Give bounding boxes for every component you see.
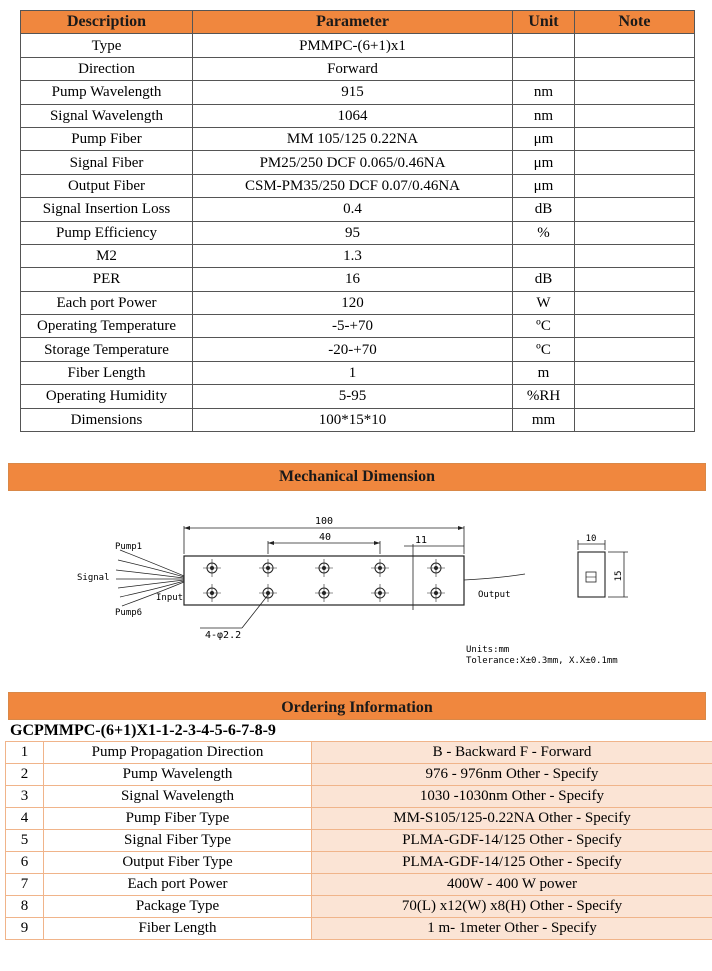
spec-description-cell: Type bbox=[21, 34, 193, 57]
spec-unit-cell: dB bbox=[513, 198, 575, 221]
spec-row bbox=[21, 408, 695, 431]
spec-header-row bbox=[21, 11, 695, 34]
spec-row bbox=[21, 57, 695, 80]
spec-row bbox=[21, 34, 695, 57]
spec-description-cell: PER bbox=[21, 268, 193, 291]
spec-row bbox=[21, 127, 695, 150]
spec-description-cell: Operating Temperature bbox=[21, 315, 193, 338]
mechanical-dimension-header: Mechanical Dimension bbox=[8, 463, 706, 491]
spec-unit-cell: μm bbox=[513, 151, 575, 174]
spec-description-cell: Operating Humidity bbox=[21, 385, 193, 408]
ordering-number-cell: 1 bbox=[6, 742, 44, 764]
spec-parameter-cell: PM25/250 DCF 0.065/0.46NA bbox=[193, 151, 513, 174]
dim-100-arrow-left bbox=[184, 526, 190, 530]
header-unit: Unit bbox=[513, 11, 575, 34]
spec-note-cell bbox=[575, 34, 695, 57]
spec-row bbox=[21, 244, 695, 267]
mounting-holes bbox=[203, 559, 445, 602]
spec-unit-cell bbox=[513, 244, 575, 267]
ordering-information-header: Ordering Information bbox=[8, 692, 706, 720]
output-label: Output bbox=[478, 590, 511, 600]
mounting-hole bbox=[315, 584, 333, 602]
spec-unit-cell bbox=[513, 57, 575, 80]
spec-parameter-cell: -5-+70 bbox=[193, 315, 513, 338]
mounting-hole bbox=[203, 584, 221, 602]
spec-note-cell bbox=[575, 244, 695, 267]
spec-note-cell bbox=[575, 291, 695, 314]
mounting-hole bbox=[427, 559, 445, 577]
ordering-name-cell: Signal Wavelength bbox=[44, 786, 312, 808]
spec-table bbox=[20, 10, 695, 432]
ordering-name-cell: Output Fiber Type bbox=[44, 852, 312, 874]
spec-note-cell bbox=[575, 151, 695, 174]
spec-parameter-cell: 915 bbox=[193, 81, 513, 104]
spec-description-cell: Signal Insertion Loss bbox=[21, 198, 193, 221]
ordering-row bbox=[6, 764, 712, 786]
spec-parameter-cell: MM 105/125 0.22NA bbox=[193, 127, 513, 150]
ordering-name-cell: Pump Fiber Type bbox=[44, 808, 312, 830]
ordering-name-cell: Fiber Length bbox=[44, 918, 312, 940]
hole-leader bbox=[242, 595, 268, 628]
ordering-row bbox=[6, 786, 712, 808]
ordering-number-cell: 7 bbox=[6, 874, 44, 896]
spec-note-cell bbox=[575, 198, 695, 221]
spec-row bbox=[21, 174, 695, 197]
mounting-hole bbox=[203, 559, 221, 577]
model-code: GCPMMPC-(6+1)X1-1-2-3-4-5-6-7-8-9 bbox=[10, 722, 276, 739]
spec-description-cell: Pump Fiber bbox=[21, 127, 193, 150]
spec-row bbox=[21, 104, 695, 127]
units-note: Units:mm bbox=[466, 645, 510, 655]
ordering-row bbox=[6, 808, 712, 830]
ordering-number-cell: 8 bbox=[6, 896, 44, 918]
spec-note-cell bbox=[575, 338, 695, 361]
spec-description-cell: Signal Wavelength bbox=[21, 104, 193, 127]
spec-unit-cell: μm bbox=[513, 174, 575, 197]
spec-unit-cell bbox=[513, 34, 575, 57]
ordering-value-cell: 976 - 976nm Other - Specify bbox=[312, 764, 712, 786]
ordering-row bbox=[6, 896, 712, 918]
spec-parameter-cell: Forward bbox=[193, 57, 513, 80]
spec-row bbox=[21, 81, 695, 104]
spec-parameter-cell: CSM-PM35/250 DCF 0.07/0.46NA bbox=[193, 174, 513, 197]
spec-unit-cell: ºC bbox=[513, 338, 575, 361]
spec-note-cell bbox=[575, 385, 695, 408]
spec-description-cell: Signal Fiber bbox=[21, 151, 193, 174]
spec-note-cell bbox=[575, 221, 695, 244]
mounting-hole bbox=[259, 559, 277, 577]
spec-description-cell: Dimensions bbox=[21, 408, 193, 431]
spec-parameter-cell: 120 bbox=[193, 291, 513, 314]
dim-100-arrow-right bbox=[458, 526, 464, 530]
spec-note-cell bbox=[575, 174, 695, 197]
spec-parameter-cell: 1064 bbox=[193, 104, 513, 127]
ordering-row bbox=[6, 830, 712, 852]
hole-label: 4-φ2.2 bbox=[205, 630, 242, 641]
ordering-name-cell: Package Type bbox=[44, 896, 312, 918]
mounting-hole bbox=[371, 559, 389, 577]
spec-parameter-cell: -20-+70 bbox=[193, 338, 513, 361]
ordering-row bbox=[6, 742, 712, 764]
spec-row bbox=[21, 198, 695, 221]
ordering-number-cell: 2 bbox=[6, 764, 44, 786]
spec-row bbox=[21, 151, 695, 174]
spec-parameter-cell: PMMPC-(6+1)x1 bbox=[193, 34, 513, 57]
spec-description-cell: Fiber Length bbox=[21, 361, 193, 384]
ordering-value-cell: PLMA-GDF-14/125 Other - Specify bbox=[312, 830, 712, 852]
spec-description-cell: Storage Temperature bbox=[21, 338, 193, 361]
dim-10-label: 10 bbox=[585, 534, 597, 544]
mounting-hole bbox=[259, 584, 277, 602]
dim-40-arrow-right bbox=[374, 541, 380, 545]
spec-parameter-cell: 16 bbox=[193, 268, 513, 291]
spec-row bbox=[21, 268, 695, 291]
spec-unit-cell: ºC bbox=[513, 315, 575, 338]
ordering-value-cell: 400W - 400 W power bbox=[312, 874, 712, 896]
spec-note-cell bbox=[575, 104, 695, 127]
spec-row bbox=[21, 315, 695, 338]
spec-unit-cell: nm bbox=[513, 81, 575, 104]
spec-unit-cell: dB bbox=[513, 268, 575, 291]
ordering-value-cell: 70(L) x12(W) x8(H) Other - Specify bbox=[312, 896, 712, 918]
ordering-row bbox=[6, 918, 712, 940]
dim-100-label: 100 bbox=[314, 516, 334, 527]
signal-label: Signal bbox=[77, 573, 110, 583]
mounting-hole bbox=[427, 584, 445, 602]
ordering-value-cell: PLMA-GDF-14/125 Other - Specify bbox=[312, 852, 712, 874]
spec-parameter-cell: 1 bbox=[193, 361, 513, 384]
spec-description-cell: Each port Power bbox=[21, 291, 193, 314]
dim-40-arrow-left bbox=[268, 541, 274, 545]
spec-row bbox=[21, 221, 695, 244]
spec-note-cell bbox=[575, 268, 695, 291]
input-label: Input bbox=[156, 593, 184, 603]
mounting-hole bbox=[315, 559, 333, 577]
header-note: Note bbox=[575, 11, 695, 34]
header-parameter: Parameter bbox=[193, 11, 513, 34]
spec-description-cell: Direction bbox=[21, 57, 193, 80]
spec-description-cell: Pump Efficiency bbox=[21, 221, 193, 244]
spec-row bbox=[21, 361, 695, 384]
spec-unit-cell: m bbox=[513, 361, 575, 384]
spec-note-cell bbox=[575, 408, 695, 431]
dim-11-label: 11 bbox=[414, 535, 428, 546]
spec-description-cell: M2 bbox=[21, 244, 193, 267]
dim-40-label: 40 bbox=[318, 532, 332, 543]
ordering-number-cell: 5 bbox=[6, 830, 44, 852]
spec-parameter-cell: 1.3 bbox=[193, 244, 513, 267]
ordering-name-cell: Signal Fiber Type bbox=[44, 830, 312, 852]
spec-description-cell: Output Fiber bbox=[21, 174, 193, 197]
ordering-number-cell: 6 bbox=[6, 852, 44, 874]
ordering-name-cell: Pump Wavelength bbox=[44, 764, 312, 786]
ordering-row bbox=[6, 852, 712, 874]
pump1-label: Pump1 bbox=[115, 542, 143, 552]
tolerance-note: Tolerance:X±0.3mm, X.X±0.1mm bbox=[466, 656, 618, 666]
side-view-outline bbox=[578, 552, 605, 597]
ordering-value-cell: 1030 -1030nm Other - Specify bbox=[312, 786, 712, 808]
spec-parameter-cell: 5-95 bbox=[193, 385, 513, 408]
spec-parameter-cell: 95 bbox=[193, 221, 513, 244]
spec-note-cell bbox=[575, 81, 695, 104]
ordering-row bbox=[6, 874, 712, 896]
pump6-label: Pump6 bbox=[115, 608, 143, 618]
spec-unit-cell: nm bbox=[513, 104, 575, 127]
ordering-value-cell: 1 m- 1meter Other - Specify bbox=[312, 918, 712, 940]
spec-unit-cell: %RH bbox=[513, 385, 575, 408]
spec-row bbox=[21, 385, 695, 408]
spec-description-cell: Pump Wavelength bbox=[21, 81, 193, 104]
spec-parameter-cell: 100*15*10 bbox=[193, 408, 513, 431]
ordering-value-cell: B - Backward F - Forward bbox=[312, 742, 712, 764]
spec-row bbox=[21, 291, 695, 314]
spec-unit-cell: mm bbox=[513, 408, 575, 431]
spec-unit-cell: W bbox=[513, 291, 575, 314]
ordering-name-cell: Pump Propagation Direction bbox=[44, 742, 312, 764]
spec-note-cell bbox=[575, 127, 695, 150]
spec-unit-cell: % bbox=[513, 221, 575, 244]
spec-note-cell bbox=[575, 57, 695, 80]
output-fiber bbox=[464, 574, 525, 580]
ordering-number-cell: 3 bbox=[6, 786, 44, 808]
mechanical-drawing bbox=[0, 500, 712, 680]
header-description: Description bbox=[21, 11, 193, 34]
ordering-number-cell: 9 bbox=[6, 918, 44, 940]
spec-unit-cell: μm bbox=[513, 127, 575, 150]
spec-row bbox=[21, 338, 695, 361]
spec-note-cell bbox=[575, 361, 695, 384]
ordering-table bbox=[5, 741, 712, 940]
mounting-hole bbox=[371, 584, 389, 602]
dim-15-label: 15 bbox=[614, 570, 624, 582]
spec-parameter-cell: 0.4 bbox=[193, 198, 513, 221]
ordering-number-cell: 4 bbox=[6, 808, 44, 830]
spec-note-cell bbox=[575, 315, 695, 338]
ordering-value-cell: MM-S105/125-0.22NA Other - Specify bbox=[312, 808, 712, 830]
ordering-name-cell: Each port Power bbox=[44, 874, 312, 896]
